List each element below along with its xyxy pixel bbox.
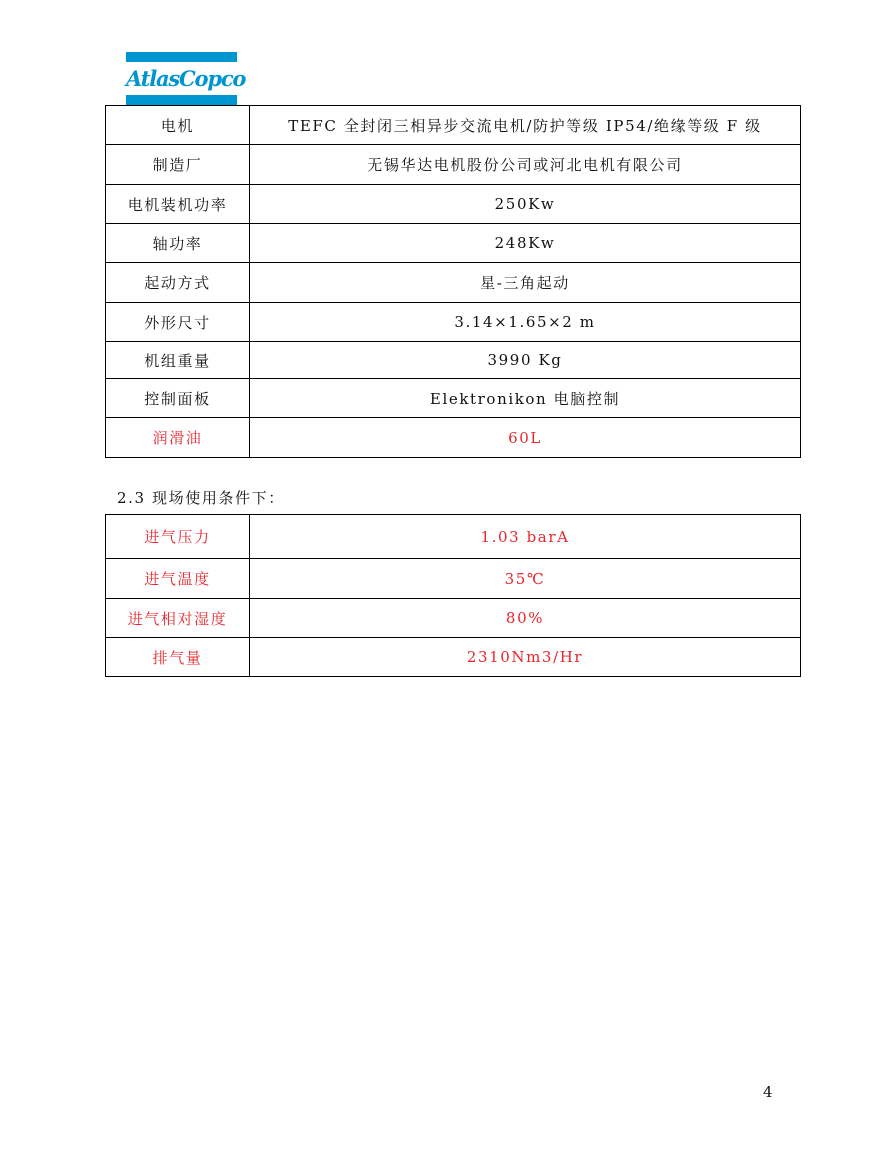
table-row [106,224,801,263]
row-label: 排气量 [106,638,250,677]
row-value: 60L [250,418,801,458]
row-label: 控制面板 [106,379,250,418]
row-value: 1.03 barA [250,515,801,559]
row-label: 电机装机功率 [106,185,250,224]
row-value: 无锡华达电机股份公司或河北电机有限公司 [250,145,801,185]
table-row [106,263,801,303]
site-conditions-table [105,514,801,677]
row-value: TEFC 全封闭三相异步交流电机/防护等级 IP54/绝缘等级 F 级 [250,106,801,145]
table-row [106,342,801,379]
table-row [106,303,801,342]
row-value: Elektronikon 电脑控制 [250,379,801,418]
logo-top-bar [126,52,237,62]
table-row [106,379,801,418]
row-label: 轴功率 [106,224,250,263]
row-value: 35℃ [250,559,801,599]
page-number: 4 [763,1083,773,1101]
table-row [106,185,801,224]
logo-bottom-bar [126,95,237,105]
row-label: 外形尺寸 [106,303,250,342]
row-label: 进气压力 [106,515,250,559]
table-row [106,145,801,185]
row-label: 润滑油 [106,418,250,458]
row-value: 80% [250,599,801,638]
atlas-copco-logo [126,52,246,105]
table-row [106,106,801,145]
row-value: 2310Nm3/Hr [250,638,801,677]
motor-spec-table [105,105,801,458]
row-label: 电机 [106,106,250,145]
table-row [106,638,801,677]
row-label: 制造厂 [106,145,250,185]
row-value: 星-三角起动 [250,263,801,303]
row-label: 进气温度 [106,559,250,599]
row-value: 250Kw [250,185,801,224]
table-row [106,559,801,599]
logo-text: AtlasCopco [126,66,246,91]
table-row [106,418,801,458]
row-value: 248Kw [250,224,801,263]
row-label: 起动方式 [106,263,250,303]
row-label: 进气相对湿度 [106,599,250,638]
row-label: 机组重量 [106,342,250,379]
row-value: 3.14×1.65×2 m [250,303,801,342]
row-value: 3990 Kg [250,342,801,379]
table-row [106,599,801,638]
table-row [106,515,801,559]
section-heading: 2.3 现场使用条件下： [117,489,285,507]
